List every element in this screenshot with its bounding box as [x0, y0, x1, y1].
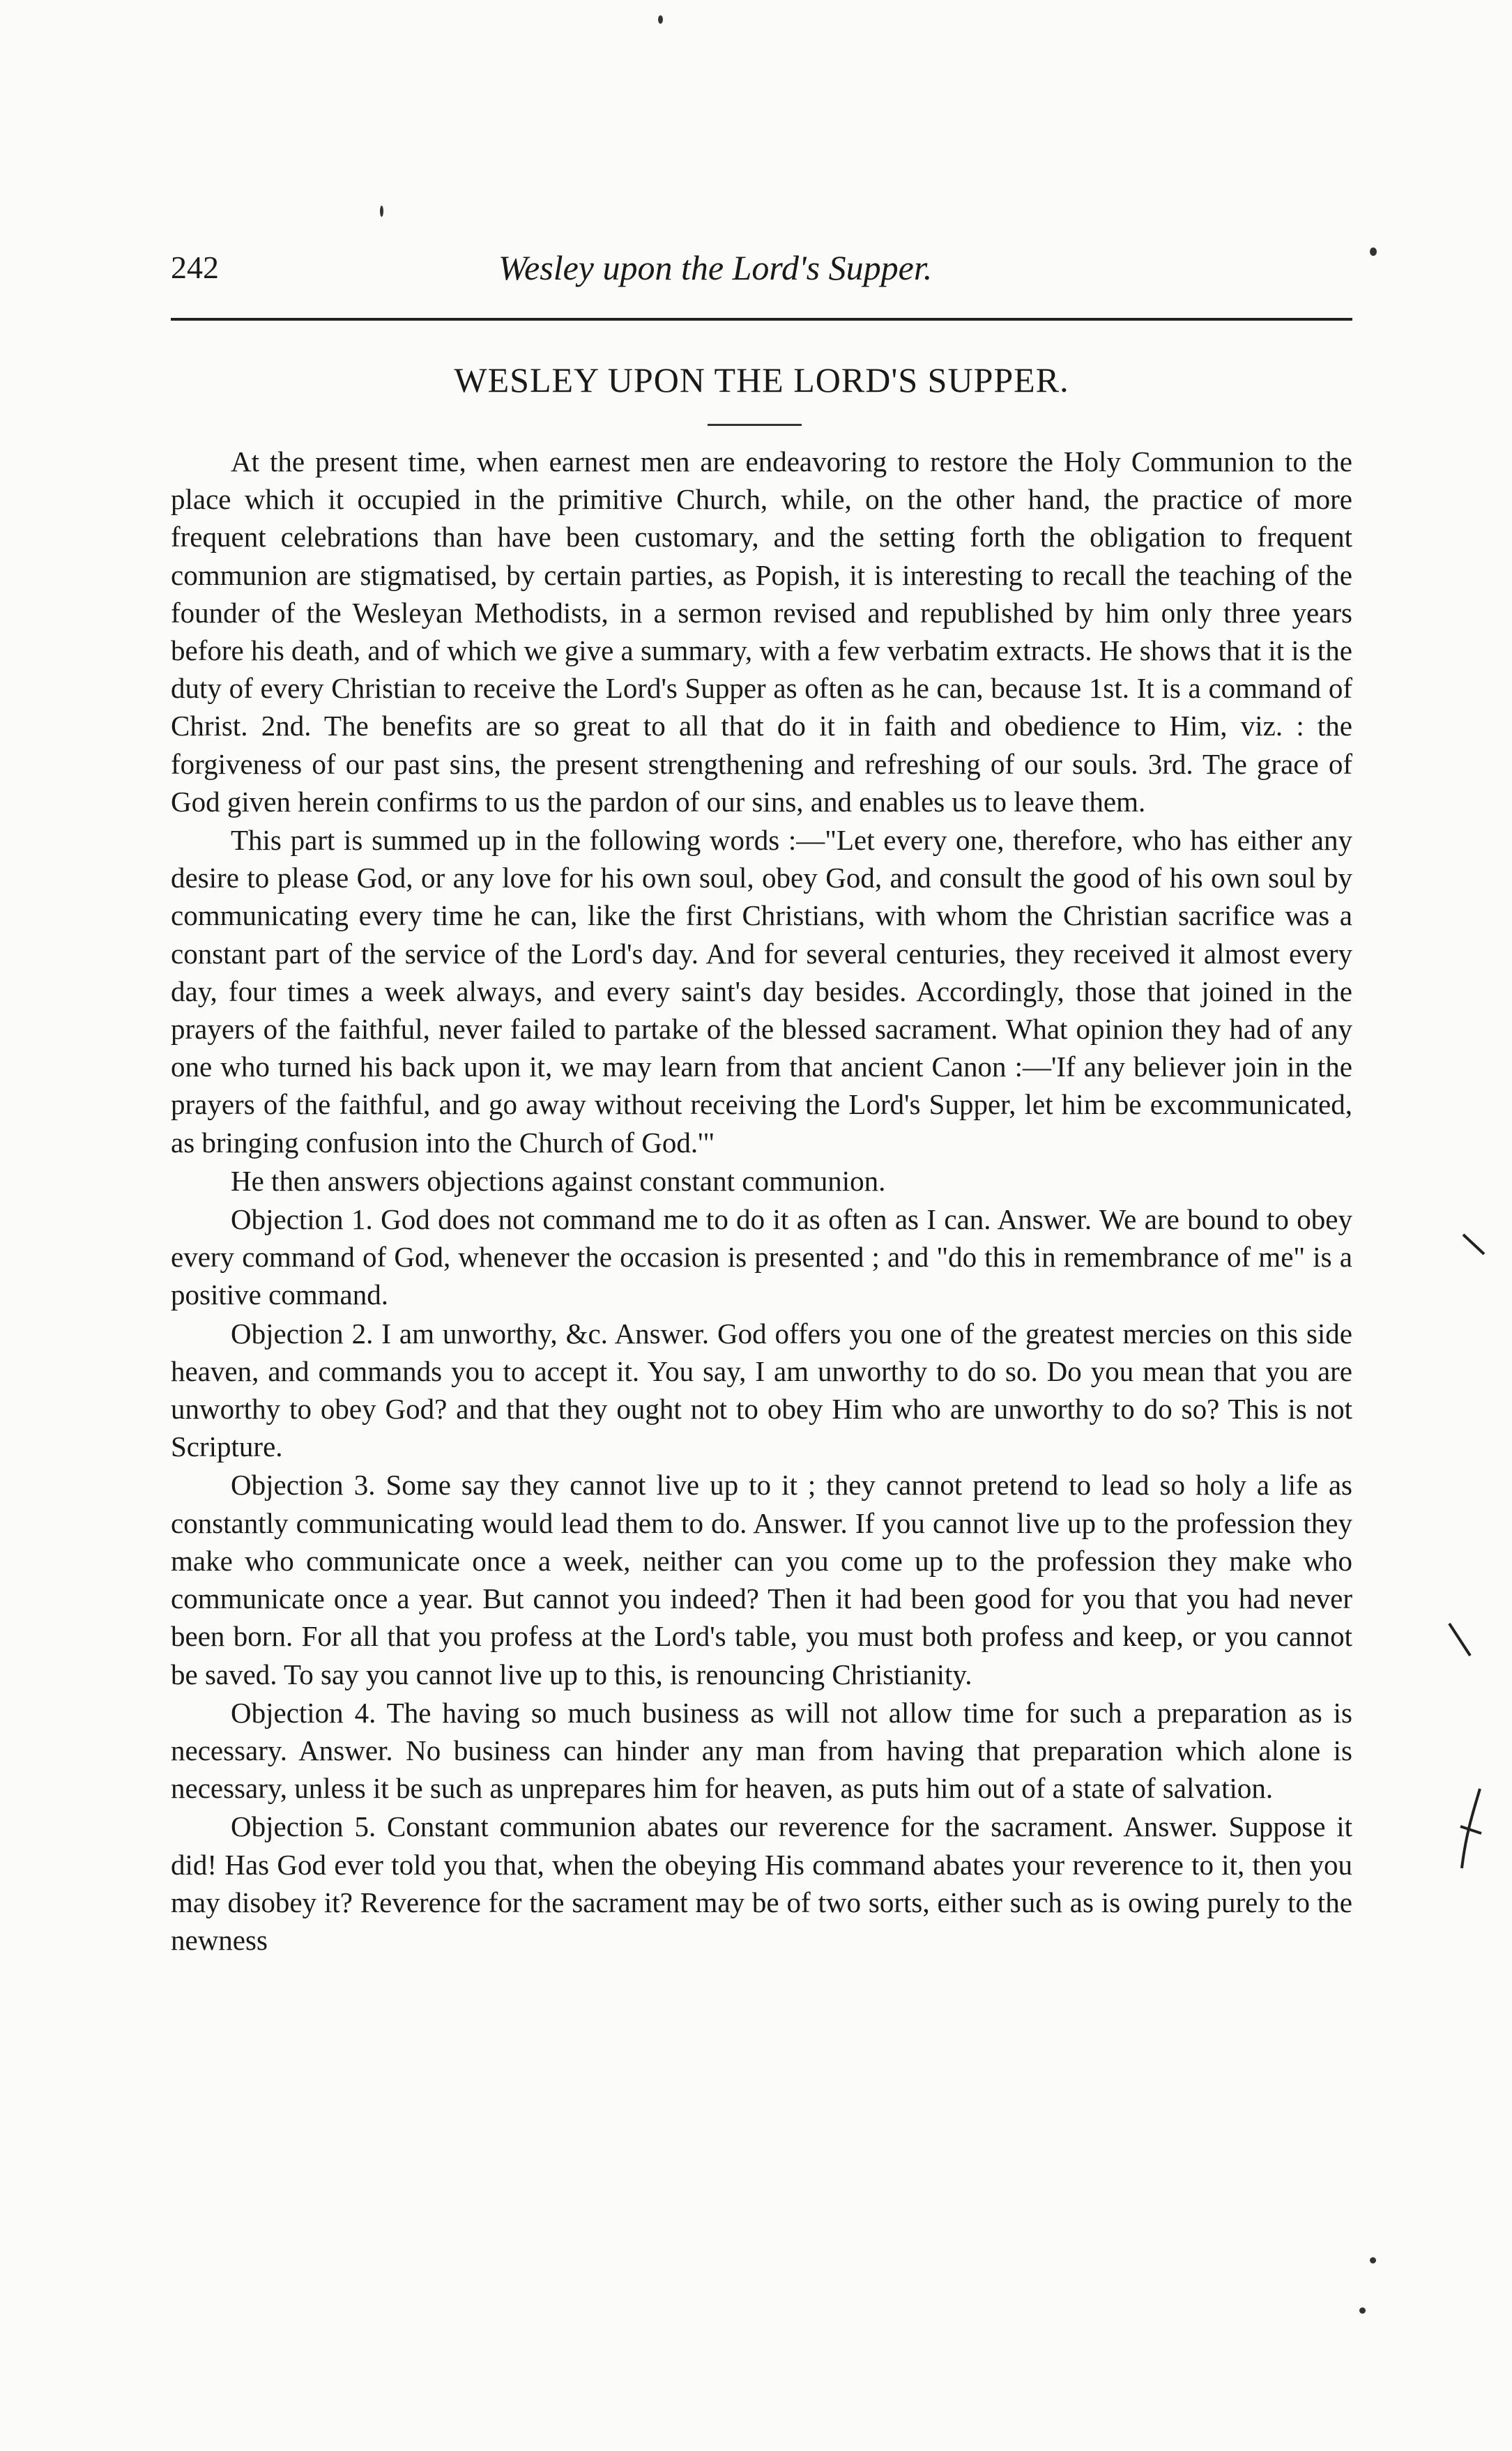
- margin-pen-mark: [1460, 1230, 1488, 1258]
- scan-speck: [658, 15, 663, 24]
- scan-speck: [1370, 247, 1377, 256]
- paragraph-objection-3: Objection 3. Some say they cannot live up to it ; they cannot pretend to lead so holy a life as constantly communicating would lead them to do. Answer. If you cannot live up to the profession they make who communicate once a week, neither can you come up to the profession they make who communicate once a year. But cannot you indeed? Then it had been good for you that you had never been born. For all that you profess at the Lord's table, you must both profess and keep, or you cannot be saved. To say you cannot live up to this, is renouncing Christianity.: [171, 1469, 1352, 1690]
- article-title: WESLEY UPON THE LORD'S SUPPER.: [454, 360, 1069, 399]
- paragraph-objection-1: Objection 1. God does not command me to do it as often as I can. Answer. We are bound to obey every command of God, whenever the occasion is presented ; and "do this in remembrance of me" is a positive command.: [171, 1203, 1352, 1311]
- running-head: Wesley upon the Lord's Supper.: [498, 248, 933, 287]
- paragraph-quotation: This part is summed up in the following words :—"Let every one, therefore, who has either any desire to please God, or any love for his own soul, obey God, and consult the good of his own soul by communicating every time he can, like the first Christians, with whom the Christian sacrifice was a constant part of the service of the Lord's day. And for several centuries, they received it almost every day, four times a week always, and every saint's day besides. Accordingly, those that joined in the prayers of the faithful, never failed to partake of the blessed sacrament. What opinion they had of any one who turned his back upon it, we may learn from that ancient Canon :—'If any believer join in the prayers of the faithful, and go away without receiving the Lord's Supper, let him be excommunicated, as bringing confusion into the Church of God.'": [171, 824, 1352, 1159]
- scan-speck: [1370, 2257, 1376, 2263]
- article-body: [171, 443, 1352, 1959]
- paragraph-intro: At the present time, when earnest men are endeavoring to restore the Holy Communion to the place which it occupied in the primitive Church, while, on the other hand, the practice of more frequent celebrations than have been customary, and the setting forth the obligation to frequent communion are stigmatised, by certain parties, as Popish, it is interesting to recall the teaching of the founder of the Wesleyan Methodists, in a sermon revised and republished by him only three years before his death, and of which we give a summary, with a few verbatim extracts. He shows that it is the duty of every Christian to receive the Lord's Supper as often as he can, because 1st. It is a command of Christ. 2nd. The benefits are so great to all that do it in faith and obedience to Him, viz. : the forgiveness of our past sins, the present strengthening and refreshing of our souls. 3rd. The grace of God given herein confirms to us the pardon of our sins, and enables us to leave them.: [171, 445, 1352, 818]
- paragraph-objection-4: Objection 4. The having so much business as will not allow time for such a preparation as is necessary. Answer. No business can hinder any man from having that preparation which alone is necessary, unless it be such as unprepares him for heaven, as puts him out of a state of salvation.: [171, 1696, 1352, 1805]
- scan-speck: [1359, 2307, 1366, 2314]
- header-rule: [171, 318, 1352, 321]
- paragraph-objection-5: Objection 5. Constant communion abates our reverence for the sacrament. Answer. Suppose it did! Has God ever told you that, when the obeying His command abates your reverence to it, then you may disobey it? Reverence for the sacrament may be of two sorts, either such as is owing purely to the newness: [171, 1810, 1352, 1956]
- paragraph-objection-2: Objection 2. I am unworthy, &c. Answer. God offers you one of the greatest mercies on this side heaven, and commands you to accept it. You say, I am unworthy to do so. Do you mean that you are unworthy to obey God? and that they ought not to obey Him who are unworthy to do so? This is not Scripture.: [171, 1317, 1352, 1463]
- page-number: 242: [171, 250, 219, 285]
- page-header: [171, 240, 1349, 296]
- paragraph-objections-lead: He then answers objections against constant communion.: [231, 1164, 886, 1197]
- margin-pen-mark: [1446, 1621, 1474, 1663]
- title-rule: [708, 424, 802, 426]
- scan-speck: [380, 206, 383, 217]
- margin-pen-mark: [1453, 1785, 1488, 1875]
